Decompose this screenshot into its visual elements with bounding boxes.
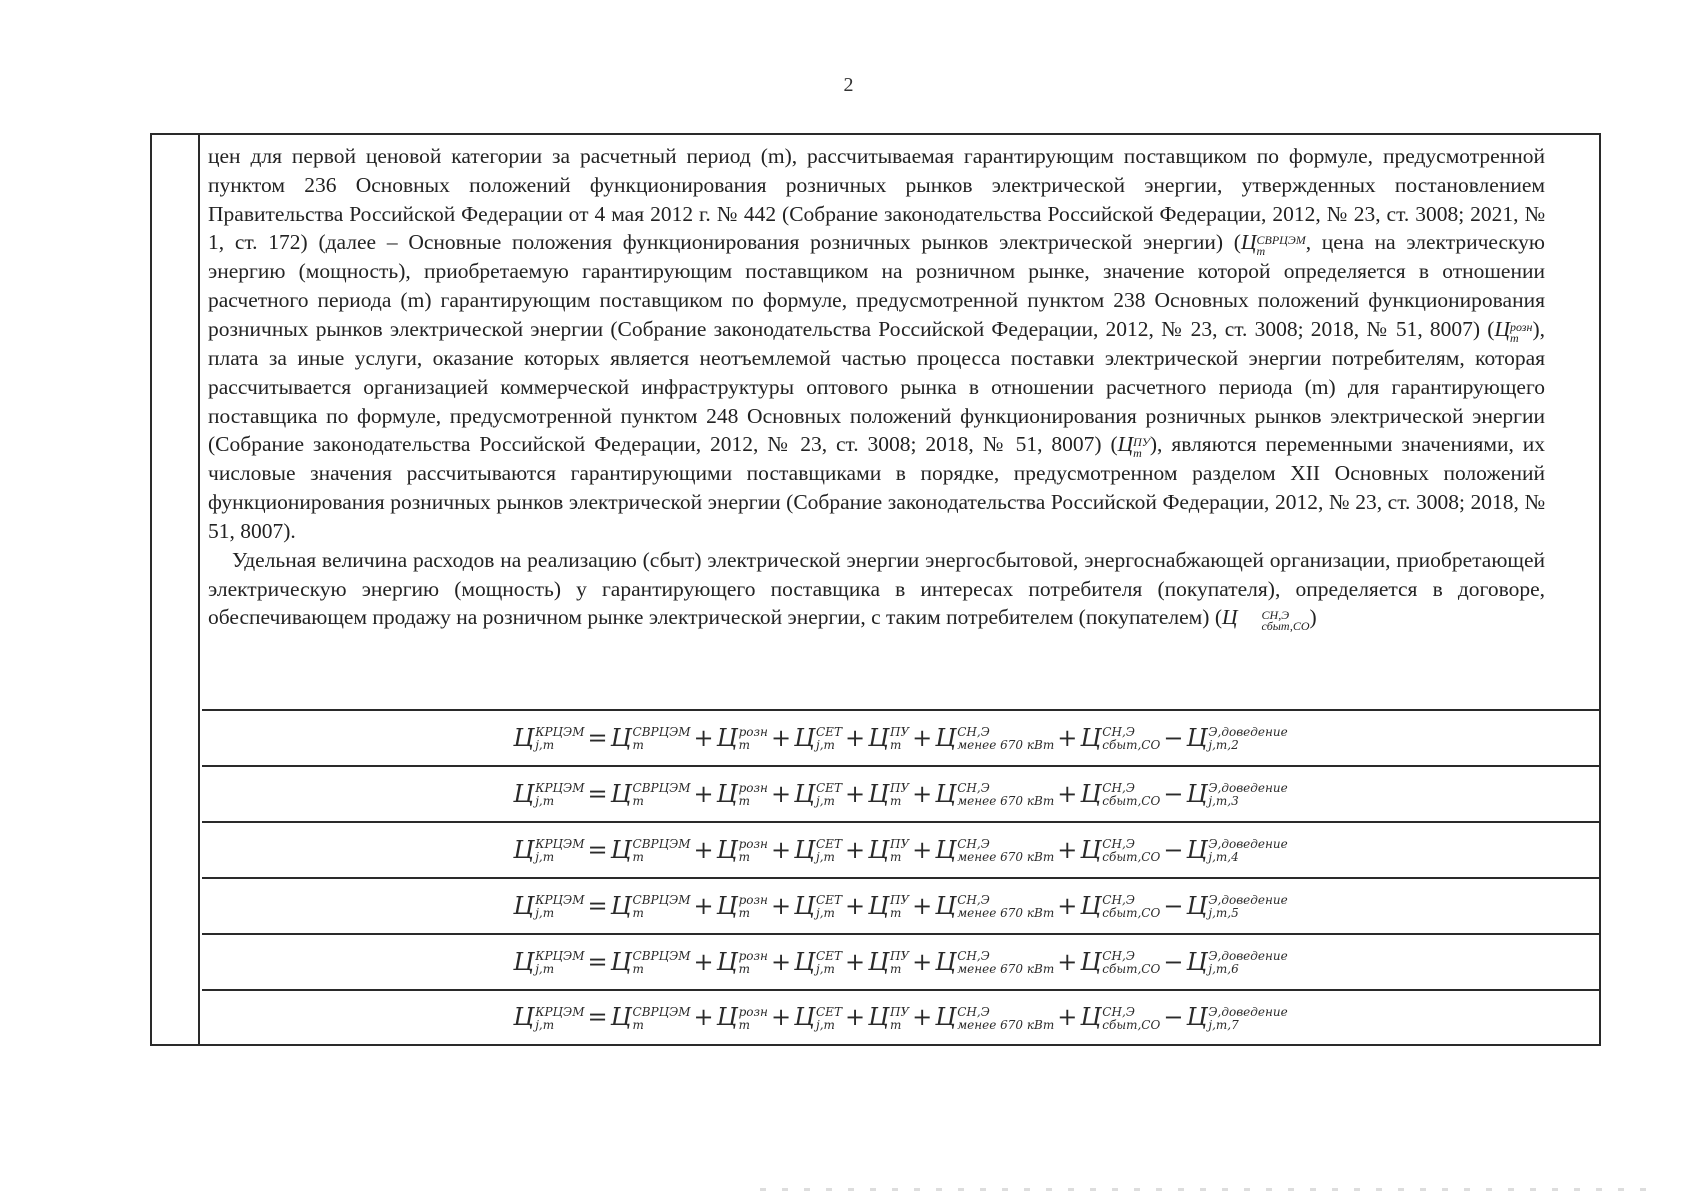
formula-term-sn-less-670: Ц СН,Э менее 670 кВт: [935, 835, 1055, 865]
formula: [513, 892, 1287, 921]
plus-sign: +: [844, 947, 866, 976]
formula: [513, 1003, 1287, 1032]
table-text-cell: [154, 135, 1551, 709]
plus-sign: +: [844, 891, 866, 920]
formula: [513, 948, 1287, 977]
formula-row: [202, 877, 1599, 933]
formula-row: [202, 709, 1599, 765]
document-table: [150, 133, 1601, 1046]
formula-term-pu: Ц ПУ m: [868, 1003, 910, 1032]
symbol-rozn: Ц розн m: [1494, 316, 1533, 345]
formula: [513, 780, 1287, 809]
plus-sign: +: [770, 891, 792, 920]
formula-term-rozn: Ц розн m: [716, 723, 768, 753]
formula-term-pu: Ц ПУ m: [868, 835, 910, 865]
formula-term-sn-less-670: Ц СН,Э менее 670 кВт: [935, 723, 1055, 753]
paragraph-2-part-a: Удельная величина расходов на реализацию (сбыт) электрической энергии энергосбытовой, энергоснабжающей организации, приобретающей электрическую энергию (мощность) у гарантирующего поставщика в интересах потребителя (покупателя), определяется в договоре, обеспечивающем продажу на розничном рынке электрической энергии, с таким потребителем (покупателем) (: [208, 547, 1545, 630]
plus-sign: +: [693, 891, 714, 920]
plus-sign: +: [693, 779, 714, 808]
paragraph-2: [208, 546, 1545, 633]
formula: [513, 724, 1287, 753]
formula-term-svrcem: Ц СВРЦЭМ m: [610, 1003, 691, 1032]
formula-term-rozn: Ц розн m: [716, 1003, 768, 1032]
formula-term-sn-less-670: Ц СН,Э менее 670 кВт: [935, 947, 1055, 977]
formula-term-sbyt: Ц СН,Э сбыт,СО: [1080, 779, 1161, 809]
symbol-svrcem: Ц СВРЦЭМ m: [1240, 230, 1306, 259]
formula-term-sbyt: Ц СН,Э сбыт,СО: [1080, 835, 1161, 865]
plus-sign: +: [1057, 891, 1078, 920]
formula-term-dovedenie: Ц Э,доведение j,m,6: [1186, 947, 1288, 977]
formula-term-set: Ц СЕТ j,m: [794, 835, 842, 865]
minus-sign: −: [1163, 723, 1184, 752]
formula-term-dovedenie: Ц Э,доведение j,m,3: [1186, 779, 1288, 809]
plus-sign: +: [1057, 1003, 1078, 1032]
formula-term-set: Ц СЕТ j,m: [794, 947, 842, 977]
paragraph-1-part-d: ), являются переменными значениями, их числовые значения рассчитываются гарантирующими поставщиками в порядке, предусмотренном разделом XII Основных положений функционирования розничных рынков электрической энергии (Собрание законодательства Российской Федерации, 2012, № 23, ст. 3008; 2018, № 51, 8007).: [208, 432, 1545, 543]
plus-sign: +: [912, 1003, 933, 1032]
formula-term-pu: Ц ПУ m: [868, 891, 910, 921]
plus-sign: +: [912, 835, 933, 864]
equals-sign: =: [587, 723, 608, 752]
formula-term-svrcem: Ц СВРЦЭМ m: [610, 947, 691, 977]
minus-sign: −: [1163, 779, 1184, 808]
formula-term-sn-less-670: Ц СН,Э менее 670 кВт: [935, 1003, 1055, 1032]
minus-sign: −: [1163, 1003, 1184, 1032]
paragraph-2-part-b: ): [1309, 605, 1317, 630]
formula-term-svrcem: Ц СВРЦЭМ m: [610, 723, 691, 753]
formula-row: [202, 821, 1599, 877]
formula-term-sbyt: Ц СН,Э сбыт,СО: [1080, 723, 1161, 753]
formula-term-set: Ц СЕТ j,m: [794, 891, 842, 921]
equals-sign: =: [587, 891, 608, 920]
formula-term-pu: Ц ПУ m: [868, 779, 910, 809]
plus-sign: +: [1057, 947, 1078, 976]
equals-sign: =: [587, 1003, 608, 1032]
plus-sign: +: [693, 723, 714, 752]
plus-sign: +: [770, 723, 792, 752]
plus-sign: +: [770, 947, 792, 976]
formula-row: [202, 765, 1599, 821]
minus-sign: −: [1163, 947, 1184, 976]
formula-term-sn-less-670: Ц СН,Э менее 670 кВт: [935, 779, 1055, 809]
plus-sign: +: [844, 779, 866, 808]
formula-term-svrcem: Ц СВРЦЭМ m: [610, 779, 691, 809]
plus-sign: +: [693, 947, 714, 976]
formula-term-sbyt: Ц СН,Э сбыт,СО: [1080, 891, 1161, 921]
scan-artifact: [760, 1188, 1660, 1191]
formula-term-sn-less-670: Ц СН,Э менее 670 кВт: [935, 891, 1055, 921]
formula-term-set: Ц СЕТ j,m: [794, 723, 842, 753]
plus-sign: +: [1057, 723, 1078, 752]
page-number: 2: [843, 74, 854, 96]
plus-sign: +: [693, 1003, 714, 1032]
formula-term-dovedenie: Ц Э,доведение j,m,7: [1186, 1003, 1288, 1032]
formula-term-rozn: Ц розн m: [716, 835, 768, 865]
paragraph-1-part-c: ), плата за иные услуги, оказание которых является неотъемлемой частью процесса поставки электрической энергии потребителям, которая рассчитывается организацией коммерческой инфраструктуры оптового рынка в отношении расчетного периода (m) для гарантирующего поставщика по формуле, предусмотренной пунктом 248 Основных положений функционирования розничных рынков электрической энергии (Собрание законодательства Российской Федерации, 2012, № 23, ст. 3008; 2018, № 51, 8007) (: [208, 316, 1545, 457]
formula-lhs: Ц КРЦЭМ j,m: [513, 779, 585, 809]
symbol-sbyt: Ц СН,Э сбыт,СО: [1222, 605, 1310, 634]
formula-term-svrcem: Ц СВРЦЭМ m: [610, 891, 691, 921]
equals-sign: =: [587, 779, 608, 808]
formula-lhs: Ц КРЦЭМ j,m: [513, 891, 585, 921]
formula-term-sbyt: Ц СН,Э сбыт,СО: [1080, 1003, 1161, 1032]
formula-lhs: Ц КРЦЭМ j,m: [513, 723, 585, 753]
formula-row: [202, 989, 1599, 1044]
plus-sign: +: [912, 779, 933, 808]
plus-sign: +: [1057, 835, 1078, 864]
formula-term-dovedenie: Ц Э,доведение j,m,2: [1186, 723, 1288, 753]
formula-term-rozn: Ц розн m: [716, 947, 768, 977]
paragraph-1: [208, 142, 1545, 546]
formula-lhs: Ц КРЦЭМ j,m: [513, 835, 585, 865]
plus-sign: +: [912, 723, 933, 752]
formula-term-rozn: Ц розн m: [716, 891, 768, 921]
plus-sign: +: [770, 835, 792, 864]
plus-sign: +: [844, 835, 866, 864]
paragraph-1-part-a: цен для первой ценовой категории за расчетный период (m), рассчитываемая гарантирующим поставщиком по формуле, предусмотренной пунктом 236 Основных положений функционирования розничных рынков электрической энергии, утвержденных постановлением Правительства Российской Федерации от 4 мая 2012 г. № 442 (Собрание законодательства Российской Федерации, 2012, № 23, ст. 3008; 2021, № 1, ст. 172) (далее – Основные положения функционирования розничных рынков электрической энергии) (: [208, 144, 1545, 255]
formula-term-svrcem: Ц СВРЦЭМ m: [610, 835, 691, 865]
plus-sign: +: [693, 835, 714, 864]
equals-sign: =: [587, 835, 608, 864]
plus-sign: +: [770, 779, 792, 808]
plus-sign: +: [844, 723, 866, 752]
plus-sign: +: [844, 1003, 866, 1032]
plus-sign: +: [912, 947, 933, 976]
formula-lhs: Ц КРЦЭМ j,m: [513, 947, 585, 977]
formula-term-dovedenie: Ц Э,доведение j,m,5: [1186, 891, 1288, 921]
formula-term-set: Ц СЕТ j,m: [794, 1003, 842, 1032]
formula-term-pu: Ц ПУ m: [868, 723, 910, 753]
formula-term-rozn: Ц розн m: [716, 779, 768, 809]
formula-row: [202, 933, 1599, 989]
plus-sign: +: [770, 1003, 792, 1032]
minus-sign: −: [1163, 835, 1184, 864]
formula-term-sbyt: Ц СН,Э сбыт,СО: [1080, 947, 1161, 977]
formula: [513, 836, 1287, 865]
formula-term-pu: Ц ПУ m: [868, 947, 910, 977]
plus-sign: +: [1057, 779, 1078, 808]
formula-term-set: Ц СЕТ j,m: [794, 779, 842, 809]
minus-sign: −: [1163, 891, 1184, 920]
formula-lhs: Ц КРЦЭМ j,m: [513, 1003, 585, 1032]
paragraph-1-part-b: , цена на электрическую энергию (мощность), приобретаемую гарантирующим поставщиком на розничном рынке, значение которой определяется в отношении расчетного периода (m) гарантирующим поставщиком по формуле, предусмотренной пунктом 238 Основных положений функционирования розничных рынков электрической энергии (Собрание законодательства Российской Федерации, 2012, № 23, ст. 3008; 2018, № 51, 8007) (: [208, 230, 1545, 341]
equals-sign: =: [587, 947, 608, 976]
plus-sign: +: [912, 891, 933, 920]
formula-term-dovedenie: Ц Э,доведение j,m,4: [1186, 835, 1288, 865]
symbol-pu: Ц ПУ m: [1117, 432, 1150, 461]
